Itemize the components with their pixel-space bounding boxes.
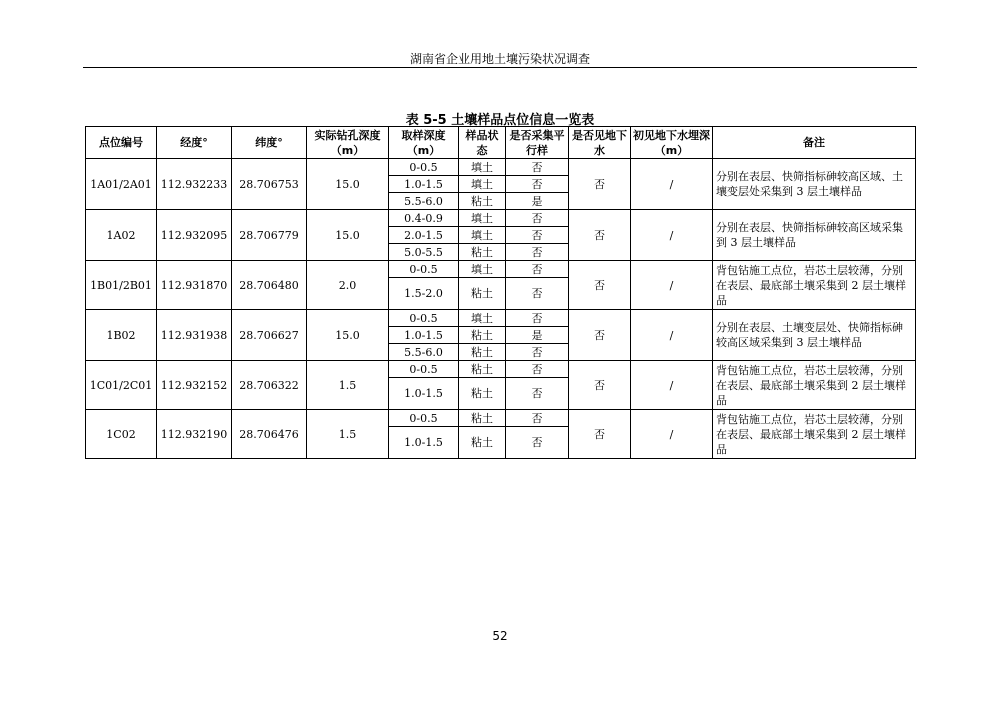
table-row bbox=[86, 210, 916, 227]
longitude-cell: 112.932190 bbox=[157, 410, 232, 459]
parallel-sample-cell: 否 bbox=[506, 310, 569, 327]
sample-state-cell: 填土 bbox=[459, 210, 506, 227]
parallel-sample-cell: 否 bbox=[506, 278, 569, 310]
col-header: 初见地下水埋深（m） bbox=[631, 127, 713, 159]
latitude-cell: 28.706322 bbox=[232, 361, 307, 410]
sample-point-table bbox=[85, 126, 916, 459]
latitude-cell: 28.706480 bbox=[232, 261, 307, 310]
point-id-cell: 1C02 bbox=[86, 410, 157, 459]
drill-depth-cell: 1.5 bbox=[307, 410, 389, 459]
parallel-sample-cell: 否 bbox=[506, 159, 569, 176]
longitude-cell: 112.932095 bbox=[157, 210, 232, 261]
sample-depth-cell: 0-0.5 bbox=[389, 361, 459, 378]
parallel-sample-cell: 否 bbox=[506, 227, 569, 244]
col-header: 取样深度（m） bbox=[389, 127, 459, 159]
drill-depth-cell: 15.0 bbox=[307, 159, 389, 210]
sample-state-cell: 粘土 bbox=[459, 427, 506, 459]
sample-state-cell: 粘土 bbox=[459, 193, 506, 210]
sample-state-cell: 填土 bbox=[459, 227, 506, 244]
groundwater-cell: 否 bbox=[569, 410, 631, 459]
parallel-sample-cell: 否 bbox=[506, 410, 569, 427]
latitude-cell: 28.706779 bbox=[232, 210, 307, 261]
groundwater-depth-cell: / bbox=[631, 210, 713, 261]
note-cell: 背包钻施工点位，岩芯土层较薄，分别在表层、最底部土壤采集到 2 层土壤样品 bbox=[713, 261, 916, 310]
sample-depth-cell: 2.0-1.5 bbox=[389, 227, 459, 244]
sample-depth-cell: 5.5-6.0 bbox=[389, 193, 459, 210]
sample-state-cell: 粘土 bbox=[459, 327, 506, 344]
groundwater-depth-cell: / bbox=[631, 261, 713, 310]
groundwater-depth-cell: / bbox=[631, 410, 713, 459]
latitude-cell: 28.706476 bbox=[232, 410, 307, 459]
parallel-sample-cell: 否 bbox=[506, 361, 569, 378]
sample-depth-cell: 0.4-0.9 bbox=[389, 210, 459, 227]
sample-depth-cell: 1.5-2.0 bbox=[389, 278, 459, 310]
point-id-cell: 1C01/2C01 bbox=[86, 361, 157, 410]
note-cell: 背包钻施工点位，岩芯土层较薄，分别在表层、最底部土壤采集到 2 层土壤样品 bbox=[713, 361, 916, 410]
parallel-sample-cell: 否 bbox=[506, 378, 569, 410]
groundwater-cell: 否 bbox=[569, 159, 631, 210]
col-header: 备注 bbox=[713, 127, 916, 159]
table-row bbox=[86, 361, 916, 378]
note-cell: 背包钻施工点位，岩芯土层较薄，分别在表层、最底部土壤采集到 2 层土壤样品 bbox=[713, 410, 916, 459]
groundwater-cell: 否 bbox=[569, 261, 631, 310]
point-id-cell: 1A02 bbox=[86, 210, 157, 261]
sample-depth-cell: 5.0-5.5 bbox=[389, 244, 459, 261]
note-cell: 分别在表层、土壤变层处、快筛指标砷较高区域采集到 3 层土壤样品 bbox=[713, 310, 916, 361]
drill-depth-cell: 15.0 bbox=[307, 310, 389, 361]
sample-depth-cell: 1.0-1.5 bbox=[389, 427, 459, 459]
drill-depth-cell: 15.0 bbox=[307, 210, 389, 261]
longitude-cell: 112.932152 bbox=[157, 361, 232, 410]
table-caption: 表 5-5 土壤样品点位信息一览表 bbox=[405, 113, 595, 128]
groundwater-depth-cell: / bbox=[631, 159, 713, 210]
col-header: 纬度° bbox=[232, 127, 307, 159]
sample-state-cell: 粘土 bbox=[459, 378, 506, 410]
groundwater-cell: 否 bbox=[569, 361, 631, 410]
sample-depth-cell: 1.0-1.5 bbox=[389, 378, 459, 410]
latitude-cell: 28.706753 bbox=[232, 159, 307, 210]
table-row bbox=[86, 159, 916, 176]
longitude-cell: 112.931938 bbox=[157, 310, 232, 361]
parallel-sample-cell: 否 bbox=[506, 344, 569, 361]
sample-state-cell: 粘土 bbox=[459, 344, 506, 361]
col-header: 经度° bbox=[157, 127, 232, 159]
parallel-sample-cell: 否 bbox=[506, 210, 569, 227]
groundwater-depth-cell: / bbox=[631, 310, 713, 361]
sample-state-cell: 填土 bbox=[459, 176, 506, 193]
note-cell: 分别在表层、快筛指标砷较高区域、土壤变层处采集到 3 层土壤样品 bbox=[713, 159, 916, 210]
point-id-cell: 1A01/2A01 bbox=[86, 159, 157, 210]
sample-depth-cell: 1.0-1.5 bbox=[389, 176, 459, 193]
header-rule bbox=[83, 67, 917, 68]
groundwater-depth-cell: / bbox=[631, 361, 713, 410]
col-header: 是否采集平行样 bbox=[506, 127, 569, 159]
col-header: 实际钻孔深度（m） bbox=[307, 127, 389, 159]
sample-depth-cell: 1.0-1.5 bbox=[389, 327, 459, 344]
point-id-cell: 1B02 bbox=[86, 310, 157, 361]
parallel-sample-cell: 否 bbox=[506, 244, 569, 261]
sample-depth-cell: 0-0.5 bbox=[389, 310, 459, 327]
sample-state-cell: 填土 bbox=[459, 261, 506, 278]
sample-state-cell: 粘土 bbox=[459, 244, 506, 261]
sample-depth-cell: 0-0.5 bbox=[389, 159, 459, 176]
parallel-sample-cell: 否 bbox=[506, 427, 569, 459]
parallel-sample-cell: 否 bbox=[506, 261, 569, 278]
running-header: 湖南省企业用地土壤污染状况调查 bbox=[409, 52, 590, 66]
drill-depth-cell: 1.5 bbox=[307, 361, 389, 410]
parallel-sample-cell: 是 bbox=[506, 193, 569, 210]
drill-depth-cell: 2.0 bbox=[307, 261, 389, 310]
sample-depth-cell: 0-0.5 bbox=[389, 410, 459, 427]
col-header: 样品状态 bbox=[459, 127, 506, 159]
table-row bbox=[86, 410, 916, 427]
latitude-cell: 28.706627 bbox=[232, 310, 307, 361]
sample-depth-cell: 5.5-6.0 bbox=[389, 344, 459, 361]
parallel-sample-cell: 是 bbox=[506, 327, 569, 344]
note-cell: 分别在表层、快筛指标砷较高区域采集到 3 层土壤样品 bbox=[713, 210, 916, 261]
parallel-sample-cell: 否 bbox=[506, 176, 569, 193]
longitude-cell: 112.932233 bbox=[157, 159, 232, 210]
sample-state-cell: 填土 bbox=[459, 159, 506, 176]
page-number: 52 bbox=[492, 629, 508, 643]
sample-state-cell: 粘土 bbox=[459, 278, 506, 310]
col-header: 点位编号 bbox=[86, 127, 157, 159]
table-header-row bbox=[86, 127, 916, 159]
longitude-cell: 112.931870 bbox=[157, 261, 232, 310]
groundwater-cell: 否 bbox=[569, 210, 631, 261]
table-row bbox=[86, 310, 916, 327]
sample-depth-cell: 0-0.5 bbox=[389, 261, 459, 278]
col-header: 是否见地下水 bbox=[569, 127, 631, 159]
sample-state-cell: 粘土 bbox=[459, 410, 506, 427]
point-id-cell: 1B01/2B01 bbox=[86, 261, 157, 310]
sample-state-cell: 填土 bbox=[459, 310, 506, 327]
groundwater-cell: 否 bbox=[569, 310, 631, 361]
table-row bbox=[86, 261, 916, 278]
sample-state-cell: 粘土 bbox=[459, 361, 506, 378]
